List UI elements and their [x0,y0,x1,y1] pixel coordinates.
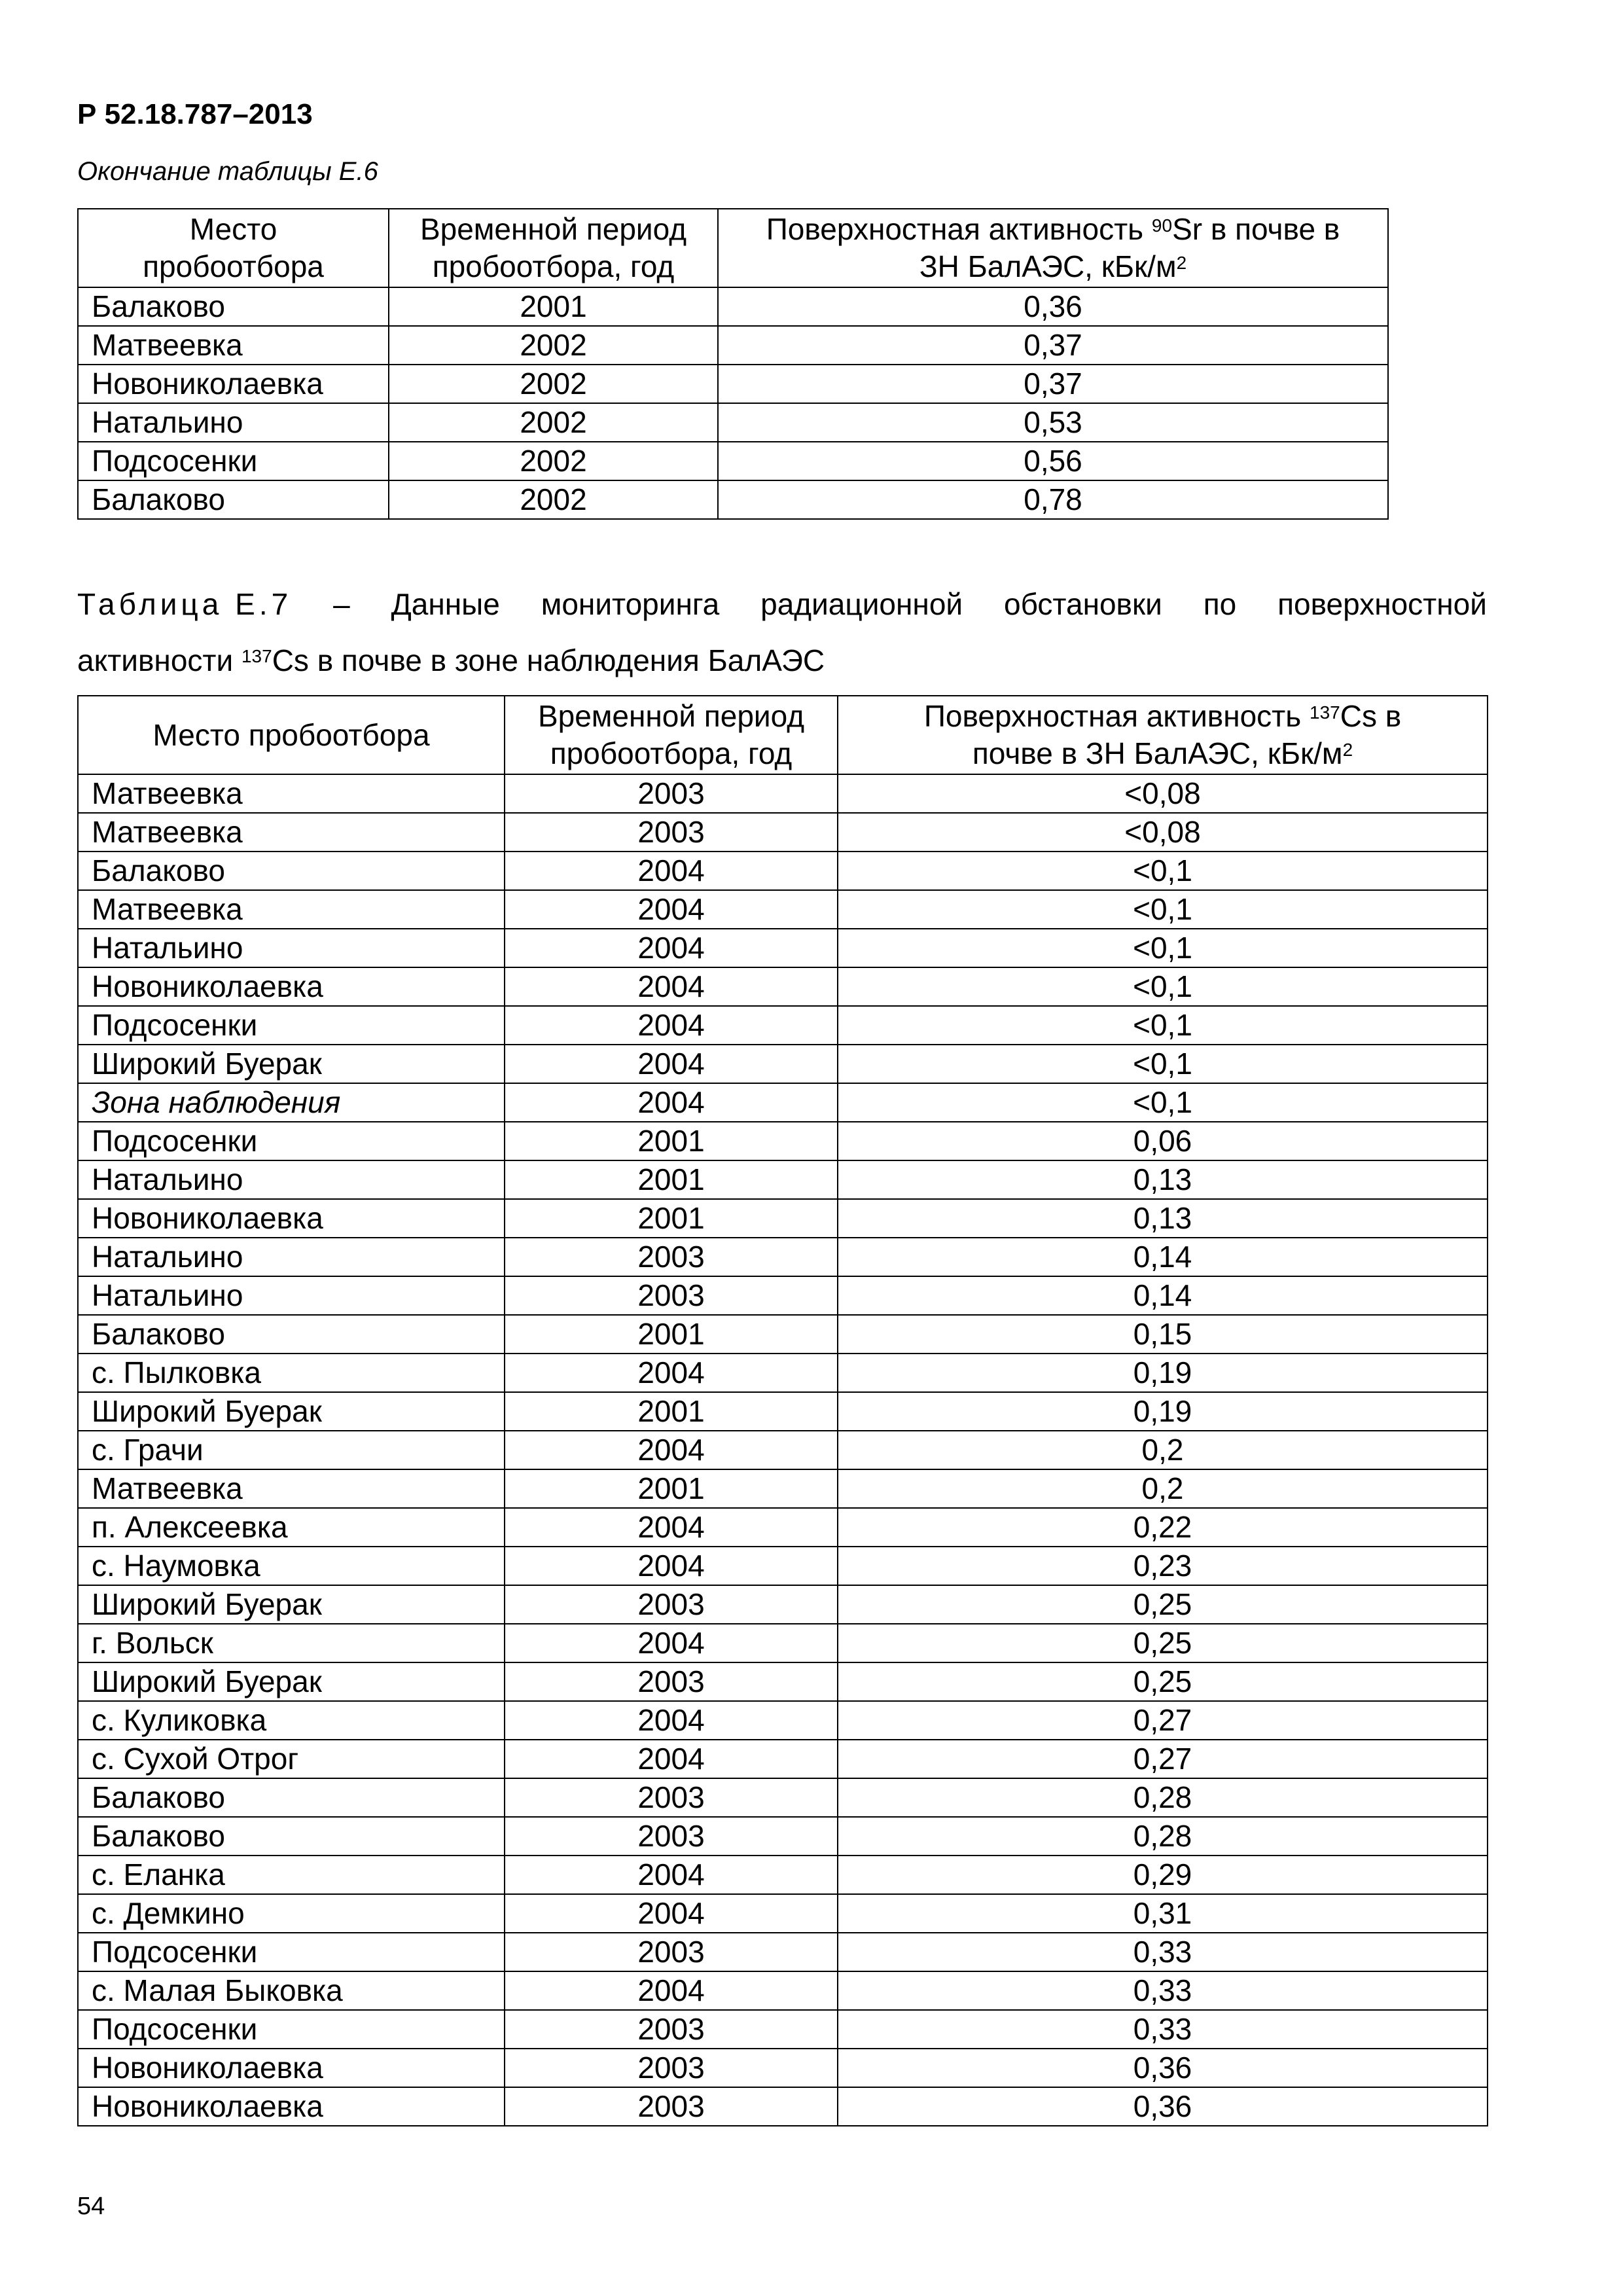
cell-activity: 0,27 [838,1701,1488,1740]
cell-activity: 0,78 [718,480,1388,519]
table-row [78,287,1388,326]
table-row [78,1083,1488,1122]
cell-activity: 0,2 [838,1469,1488,1508]
cell-year: 2001 [505,1469,838,1508]
cell-place: Балаково [78,1817,505,1856]
table-row [78,1817,1488,1856]
cell-year: 2002 [389,403,718,442]
cell-place: Широкий Буерак [78,1392,505,1431]
table-row [78,480,1388,519]
cell-activity: 0,36 [838,2087,1488,2126]
cell-year: 2004 [505,852,838,890]
cell-year: 2004 [505,890,838,929]
table-label: Таблица Е.7 [77,587,293,621]
cell-place: г. Вольск [78,1624,505,1662]
table-row [78,403,1388,442]
cell-place: Подсосенки [78,1122,505,1160]
cell-year: 2004 [505,1547,838,1585]
cell-year: 2003 [505,1933,838,1971]
cell-place: с. Демкино [78,1894,505,1933]
table-row [78,1585,1488,1624]
cell-activity: 0,2 [838,1431,1488,1469]
cell-place: Широкий Буерак [78,1585,505,1624]
cell-place: Балаково [78,480,389,519]
cell-place: Матвеевка [78,774,505,813]
cell-place: Новониколаевка [78,967,505,1006]
table-row [78,774,1488,813]
cell-activity: 0,33 [838,1933,1488,1971]
caption-word: по [1203,587,1237,621]
cell-activity: 0,53 [718,403,1388,442]
column-header-activity: Поверхностная активность $^{90}$Sr в почве в ЗН БалАЭС, кБк/$м^2$ [718,209,1388,287]
column-header-period: Временной период пробоотбора, год [389,209,718,287]
table-row [78,852,1488,890]
cell-place: с. Наумовка [78,1547,505,1585]
table-header-row [78,696,1488,774]
cell-activity: <0,1 [838,1006,1488,1045]
cell-year: 2004 [505,929,838,967]
table-row [78,1508,1488,1547]
table-e7-caption [77,576,1487,689]
cell-year: 2001 [505,1122,838,1160]
cell-year: 2003 [505,2087,838,2126]
cell-activity: 0,19 [838,1392,1488,1431]
cell-activity: <0,1 [838,1045,1488,1083]
cell-activity: 0,14 [838,1238,1488,1276]
cell-year: 2004 [505,1894,838,1933]
cell-place: Зона наблюдения [78,1083,505,1122]
table-row [78,1276,1488,1315]
cell-year: 2003 [505,1817,838,1856]
cell-year: 2004 [505,1971,838,2010]
table-row [78,365,1388,403]
table-row [78,929,1488,967]
table-row [78,1933,1488,1971]
cell-activity: <0,08 [838,813,1488,852]
cell-activity: 0,27 [838,1740,1488,1778]
table-row [78,1469,1488,1508]
cell-activity: <0,1 [838,1083,1488,1122]
table-row [78,442,1388,480]
column-header-period: Временной период пробоотбора, год [505,696,838,774]
table-row [78,1354,1488,1392]
cell-place: Подсосенки [78,1006,505,1045]
cell-activity: 0,33 [838,2010,1488,2049]
cell-place: Новониколаевка [78,2087,505,2126]
column-header-activity: Поверхностная активность $^{137}$Cs в почве в ЗН БалАЭС, кБк/$м^2$ [838,696,1488,774]
cell-activity: 0,15 [838,1315,1488,1354]
table-row [78,813,1488,852]
cell-year: 2003 [505,1585,838,1624]
cell-place: Натальино [78,1276,505,1315]
cell-place: Новониколаевка [78,2049,505,2087]
table-row [78,1624,1488,1662]
table-row [78,326,1388,365]
cell-activity: 0,13 [838,1160,1488,1199]
cell-activity: 0,36 [718,287,1388,326]
caption-word: Данные [391,587,500,621]
table-row [78,1160,1488,1199]
cell-place: Широкий Буерак [78,1662,505,1701]
cell-year: 2004 [505,1083,838,1122]
table-row [78,1740,1488,1778]
cell-year: 2003 [505,1238,838,1276]
cell-place: Натальино [78,1160,505,1199]
table-row [78,1971,1488,2010]
cell-place: с. Куликовка [78,1701,505,1740]
cell-place: Балаково [78,287,389,326]
table-header-row [78,209,1388,287]
cell-place: с. Сухой Отрог [78,1740,505,1778]
cell-place: Матвеевка [78,890,505,929]
table-row [78,1045,1488,1083]
table-row [78,1547,1488,1585]
cell-year: 2001 [505,1315,838,1354]
table-row [78,890,1488,929]
table-row [78,2010,1488,2049]
cell-activity: <0,1 [838,852,1488,890]
cell-activity: 0,28 [838,1778,1488,1817]
table-row [78,1894,1488,1933]
cell-activity: 0,23 [838,1547,1488,1585]
cell-year: 2004 [505,1354,838,1392]
caption-word: радиационной [760,587,963,621]
cell-activity: 0,33 [838,1971,1488,2010]
cell-place: Матвеевка [78,326,389,365]
cell-year: 2003 [505,1662,838,1701]
cell-activity: 0,29 [838,1856,1488,1894]
cell-year: 2003 [505,2010,838,2049]
cell-year: 2003 [505,1778,838,1817]
cell-year: 2002 [389,365,718,403]
cell-year: 2003 [505,2049,838,2087]
table-row [78,1199,1488,1238]
cell-year: 2004 [505,1045,838,1083]
table-row [78,1315,1488,1354]
cell-place: Подсосенки [78,2010,505,2049]
cell-activity: 0,22 [838,1508,1488,1547]
column-header-place: Место пробоотбора [78,696,505,774]
page-number: 54 [77,2193,105,2220]
cell-place: п. Алексеевка [78,1508,505,1547]
cell-year: 2003 [505,813,838,852]
cell-activity: 0,31 [838,1894,1488,1933]
cell-year: 2004 [505,1624,838,1662]
cell-place: Балаково [78,852,505,890]
table-row [78,1238,1488,1276]
cell-activity: 0,13 [838,1199,1488,1238]
table-e7-caption-line2: активности $^{137}$Cs в почве в зоне наблюдения БалАЭС [77,643,825,677]
cell-activity: 0,14 [838,1276,1488,1315]
cell-year: 2001 [389,287,718,326]
table-e7 [77,695,1488,2126]
cell-place: Подсосенки [78,442,389,480]
cell-place: Матвеевка [78,813,505,852]
cell-year: 2004 [505,967,838,1006]
cell-year: 2004 [505,1856,838,1894]
table-e6-caption: Окончание таблицы Е.6 [77,157,378,186]
cell-place: Новониколаевка [78,1199,505,1238]
column-header-place: Место пробоотбора [78,209,389,287]
cell-year: 2003 [505,774,838,813]
table-row [78,1392,1488,1431]
cell-year: 2004 [505,1006,838,1045]
table-row [78,967,1488,1006]
cell-year: 2002 [389,480,718,519]
caption-word: поверхностной [1277,587,1487,621]
cell-activity: 0,25 [838,1624,1488,1662]
caption-word: – [333,587,350,621]
cell-place: Балаково [78,1315,505,1354]
table-e6-body [78,287,1388,519]
cell-place: с. Еланка [78,1856,505,1894]
cell-place: Балаково [78,1778,505,1817]
caption-word: обстановки [1004,587,1162,621]
table-e6 [77,208,1389,520]
cell-year: 2004 [505,1740,838,1778]
cell-activity: <0,08 [838,774,1488,813]
cell-place: Подсосенки [78,1933,505,1971]
table-row [78,2087,1488,2126]
cell-year: 2001 [505,1160,838,1199]
cell-place: Натальино [78,929,505,967]
table-row [78,1122,1488,1160]
cell-year: 2004 [505,1508,838,1547]
cell-place: Натальино [78,1238,505,1276]
cell-activity: 0,06 [838,1122,1488,1160]
cell-activity: 0,36 [838,2049,1488,2087]
cell-activity: <0,1 [838,929,1488,967]
document-code: Р 52.18.787–2013 [77,98,313,130]
cell-activity: 0,37 [718,365,1388,403]
table-row [78,1856,1488,1894]
cell-year: 2002 [389,326,718,365]
cell-place: Новониколаевка [78,365,389,403]
cell-activity: 0,19 [838,1354,1488,1392]
table-row [78,1662,1488,1701]
caption-word: мониторинга [541,587,720,621]
table-row [78,1431,1488,1469]
cell-place: с. Малая Быковка [78,1971,505,2010]
cell-year: 2004 [505,1431,838,1469]
table-e7-body [78,774,1488,2126]
table-row [78,1701,1488,1740]
cell-year: 2001 [505,1199,838,1238]
cell-activity: 0,25 [838,1662,1488,1701]
cell-place: Натальино [78,403,389,442]
cell-place: с. Грачи [78,1431,505,1469]
table-row [78,1006,1488,1045]
cell-place: Матвеевка [78,1469,505,1508]
cell-year: 2004 [505,1701,838,1740]
cell-place: Широкий Буерак [78,1045,505,1083]
cell-activity: 0,37 [718,326,1388,365]
cell-activity: <0,1 [838,967,1488,1006]
cell-activity: 0,25 [838,1585,1488,1624]
cell-activity: 0,28 [838,1817,1488,1856]
cell-year: 2003 [505,1276,838,1315]
table-row [78,2049,1488,2087]
cell-year: 2001 [505,1392,838,1431]
cell-activity: 0,56 [718,442,1388,480]
cell-year: 2002 [389,442,718,480]
table-e7-caption-line1 [77,576,1487,632]
cell-activity: <0,1 [838,890,1488,929]
cell-place: с. Пылковка [78,1354,505,1392]
table-row [78,1778,1488,1817]
